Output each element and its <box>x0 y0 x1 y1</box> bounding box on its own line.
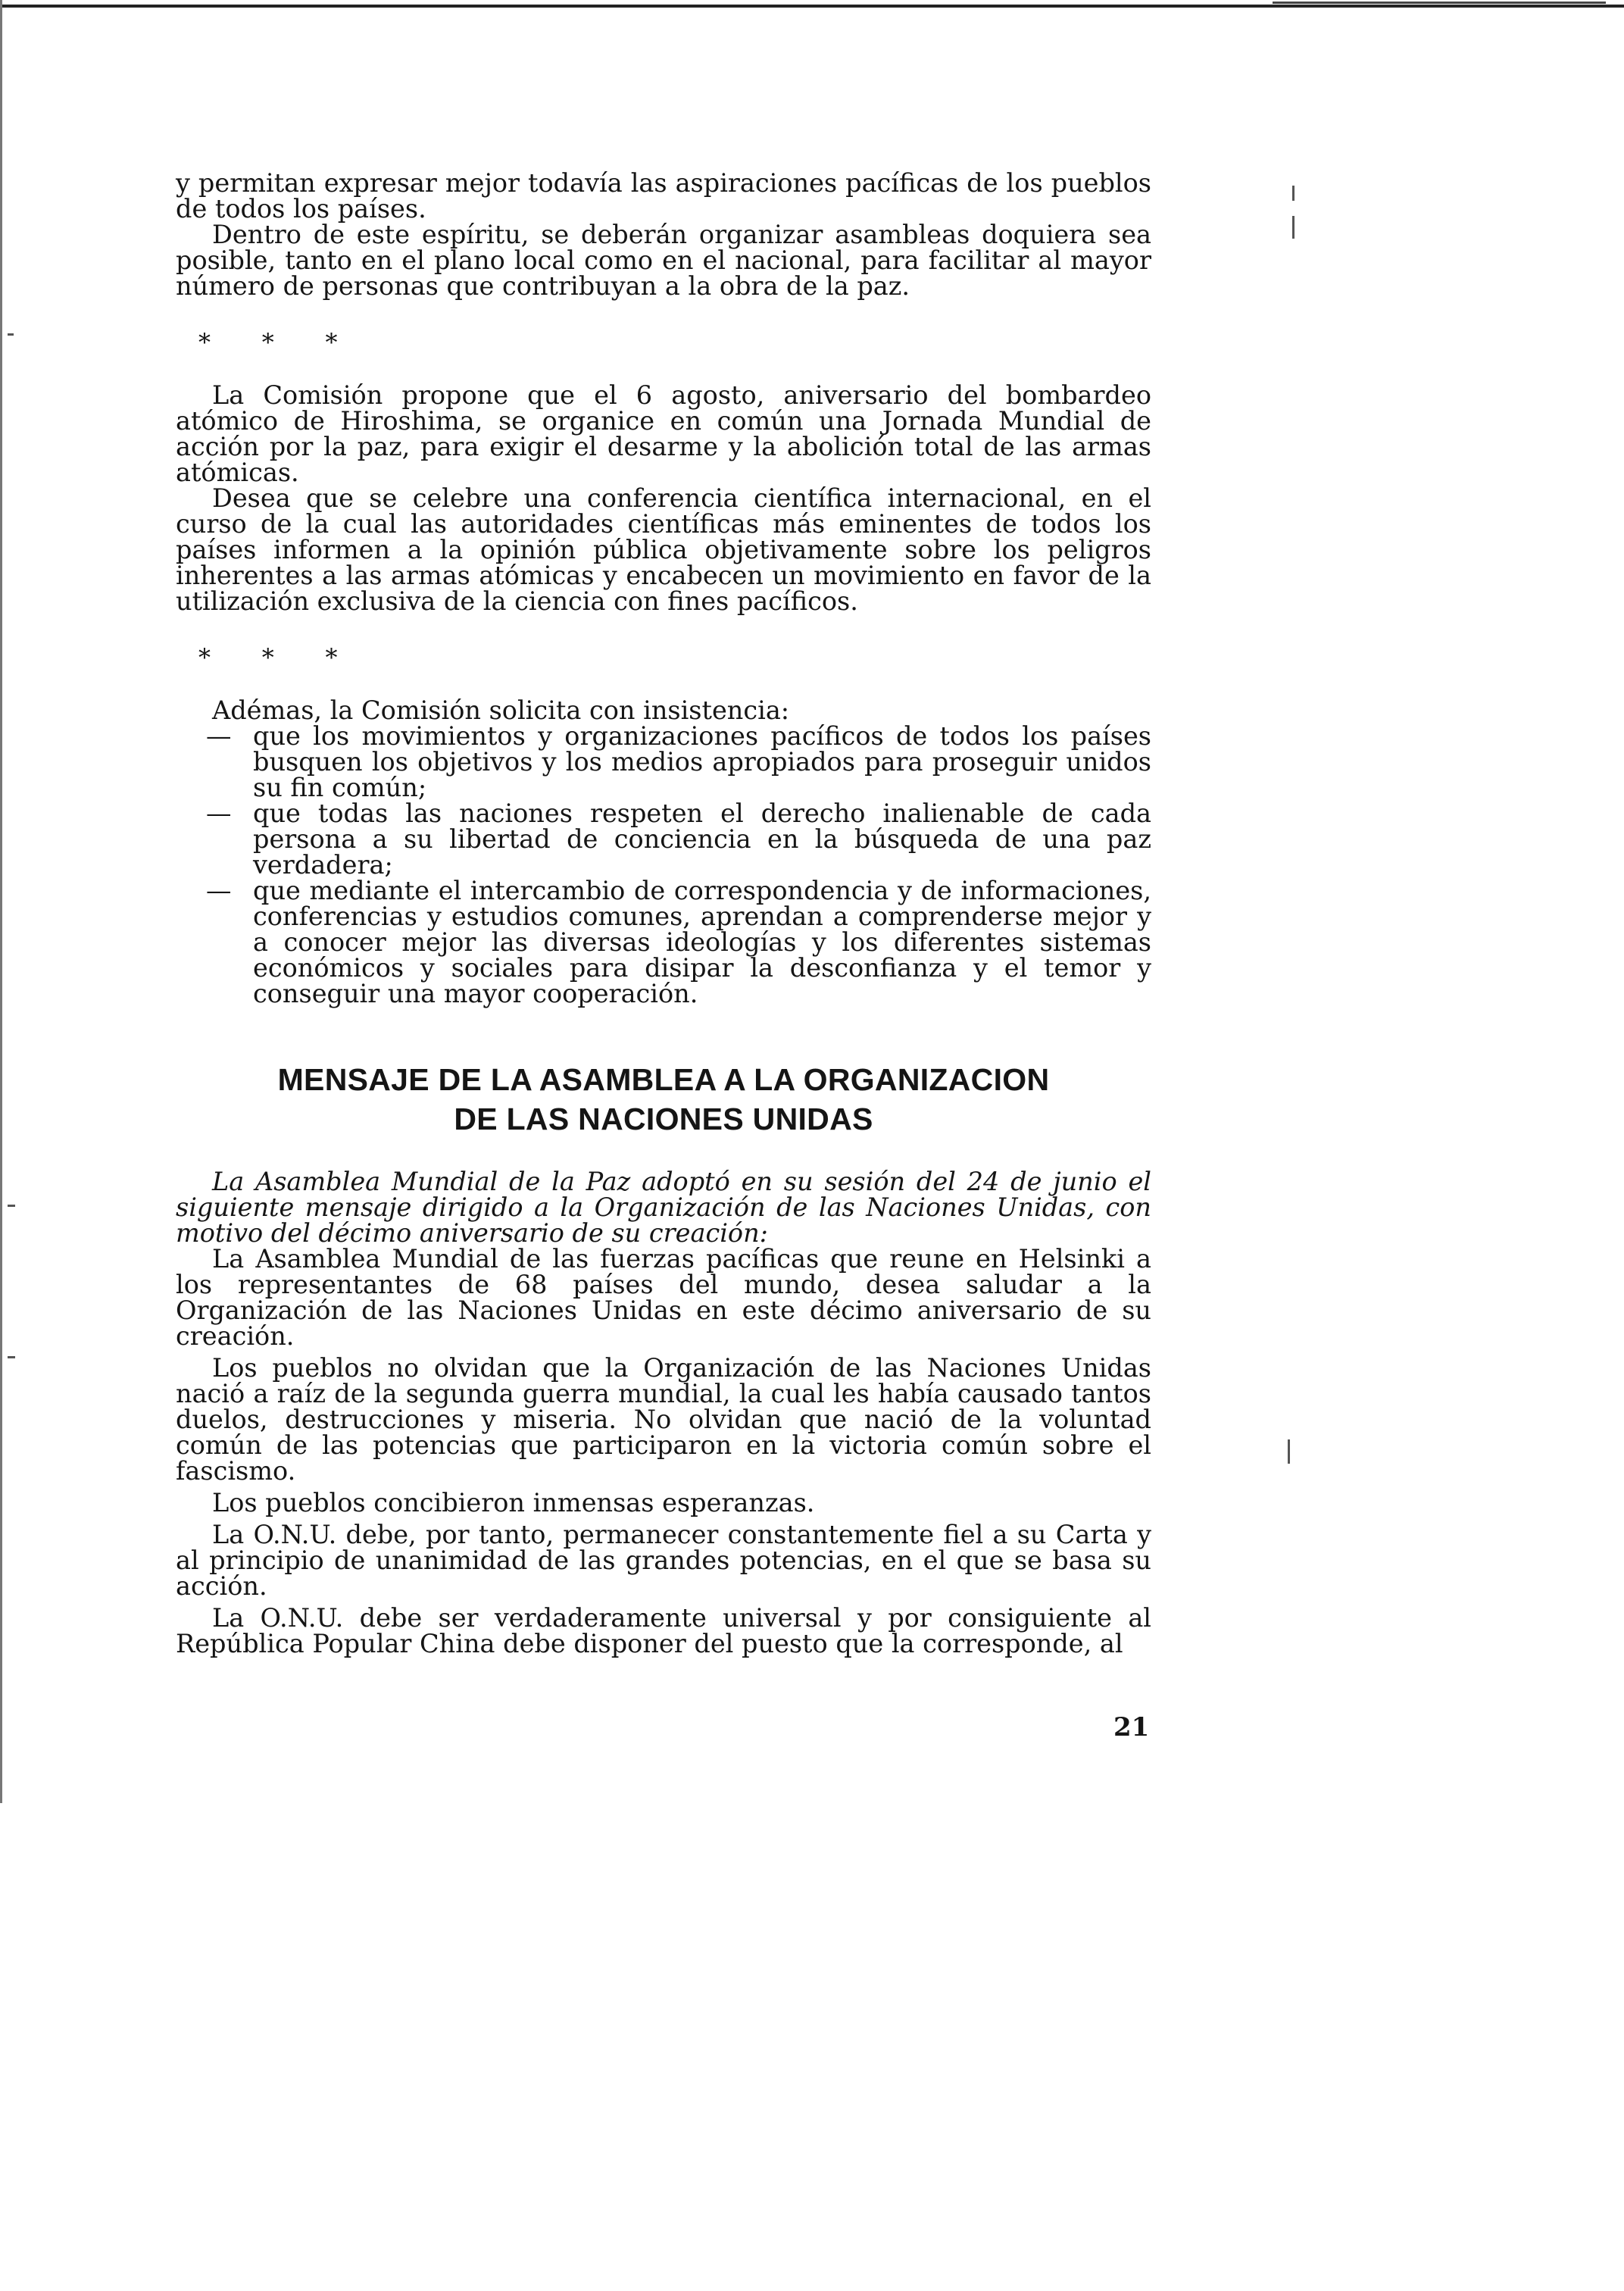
scan-mark <box>8 1356 15 1358</box>
scan-top-edge <box>0 5 1624 8</box>
scan-mark <box>8 333 14 336</box>
list-dash: — <box>206 721 232 751</box>
section-separator: * * * <box>198 643 360 672</box>
heading-line: MENSAJE DE LA ASAMBLEA A LA ORGANIZACION <box>277 1062 1050 1097</box>
scan-mark <box>1292 216 1295 239</box>
scan-mark <box>1288 1439 1290 1464</box>
section-heading <box>176 1060 1151 1139</box>
paragraph: Adémas, la Comisión solicita con insistencia: <box>212 695 790 725</box>
paragraph: Los pueblos concibieron inmensas esperanzas. <box>212 1488 815 1517</box>
page-number: 21 <box>1113 1712 1150 1742</box>
scan-mark <box>8 1205 15 1207</box>
scan-top-edge-right <box>1273 2 1606 4</box>
paragraph: La Asamblea Mundial de las fuerzas pacíficas que reune en Helsinki a los representantes de 68 países del mundo, desea saludar a la Organización de las Naciones Unidas en este décimo aniversario de su creación. <box>176 1244 1151 1351</box>
list-item-text: que los movimientos y organizaciones pacíficos de todos los países busquen los objetivos y los medios apropiados para proseguir unidos su fin común; <box>253 721 1151 802</box>
paragraph: La Comisión propone que el 6 agosto, aniversario del bombardeo atómico de Hiroshima, se organice en común una Jornada Mundial de acción por la paz, para exigir el desarme y la abolición total de las armas atómicas. <box>176 380 1151 487</box>
paragraph: La O.N.U. debe ser verdaderamente universal y por consiguiente al República Popular China debe disponer del puesto que la corresponde, al <box>176 1603 1151 1658</box>
paragraph: Desea que se celebre una conferencia científica internacional, en el curso de la cual las autoridades científicas más eminentes de todos los países informen a la opinión pública objetivamente sobre los peligros inherentes a las armas atómicas y encabecen un movimiento en favor de la utilización exclusiva de la ciencia con fines pacíficos. <box>176 483 1151 616</box>
list-dash: — <box>206 799 232 828</box>
request-list <box>176 721 1151 1008</box>
list-dash: — <box>206 876 232 905</box>
list-item <box>176 801 1151 878</box>
list-item-text: que mediante el intercambio de correspondencia y de informaciones, conferencias y estudios comunes, aprendan a comprenderse mejor y a conocer mejor las diversas ideologías y los diferentes sistemas económicos y sociales para disipar la desconfianza y el temor y conseguir una mayor cooperación. <box>253 876 1151 1008</box>
paragraph: Los pueblos no olvidan que la Organización de las Naciones Unidas nació a raíz de la segunda guerra mundial, la cual les había causado tantos duelos, destrucciones y miseria. No olvidan que nació de la voluntad común de las potencias que participaron en la victoria común sobre el fascismo. <box>176 1353 1151 1486</box>
paragraph: La O.N.U. debe, por tanto, permanecer constantemente fiel a su Carta y al principio de unanimidad de las grandes potencias, en el que se basa su acción. <box>176 1520 1151 1601</box>
intro-paragraph: La Asamblea Mundial de la Paz adoptó en su sesión del 24 de junio el siguiente mensaje dirigido a la Organización de las Naciones Unidas, con motivo del décimo aniversario de su creación: <box>176 1167 1151 1248</box>
list-item <box>176 878 1151 1007</box>
page-body <box>176 170 1151 1657</box>
scan-mark <box>1292 186 1295 201</box>
heading-line: DE LAS NACIONES UNIDAS <box>454 1102 873 1136</box>
paragraph: y permitan expresar mejor todavía las aspiraciones pacíficas de los pueblos de todos los países. <box>176 168 1151 223</box>
section-separator: * * * <box>198 328 360 357</box>
paragraph: Dentro de este espíritu, se deberán organizar asambleas doquiera sea posible, tanto en el plano local como en el nacional, para facilitar al mayor número de personas que contribuyan a la obra de la paz. <box>176 220 1151 301</box>
scan-left-edge <box>0 0 2 1803</box>
list-item <box>176 721 1151 802</box>
list-item-text: que todas las naciones respeten el derecho inalienable de cada persona a su libertad de conciencia en la búsqueda de una paz verdadera; <box>253 799 1151 880</box>
